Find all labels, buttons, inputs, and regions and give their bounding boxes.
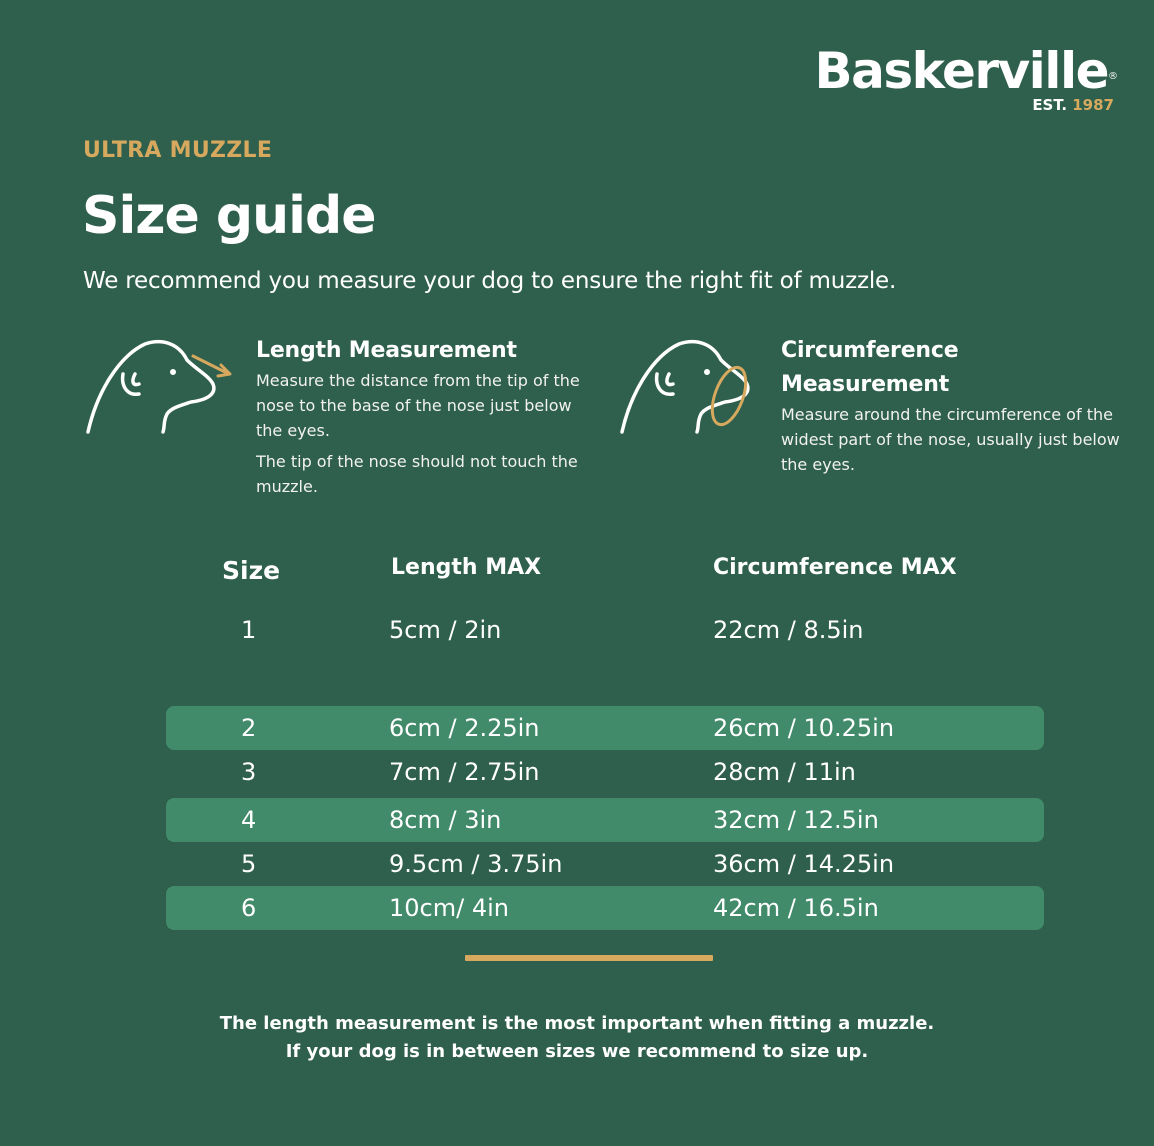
brand-wordmark: Baskerville®	[814, 42, 1118, 100]
cell-size: 6	[241, 894, 257, 922]
cell-circumference: 28cm / 11in	[713, 758, 856, 786]
cell-length: 8cm / 3in	[389, 806, 502, 834]
dog-head-length-arrow-icon	[83, 334, 243, 444]
cell-circumference: 42cm / 16.5in	[713, 894, 879, 922]
registered-mark: ®	[1108, 71, 1118, 82]
table-row	[166, 706, 1044, 750]
length-measurement-body: Measure the distance from the tip of the nose to the base of the nose just below the eyes.	[256, 371, 580, 440]
cell-length: 9.5cm / 3.75in	[389, 850, 563, 878]
size-table-body	[166, 608, 1044, 948]
length-measurement-note: The tip of the nose should not touch the muzzle.	[256, 452, 578, 496]
cell-length: 10cm/ 4in	[389, 894, 509, 922]
brand-logo	[814, 44, 1118, 114]
cell-length: 6cm / 2.25in	[389, 714, 540, 742]
cell-circumference: 26cm / 10.25in	[713, 714, 895, 742]
intro-text: We recommend you measure your dog to ensure the right fit of muzzle.	[83, 268, 897, 294]
circumference-measurement-text	[781, 334, 1121, 477]
footer-note	[0, 1010, 1154, 1066]
cell-size: 4	[241, 806, 257, 834]
table-row	[166, 798, 1044, 842]
size-table	[166, 548, 1044, 948]
cell-circumference: 36cm / 14.25in	[713, 850, 895, 878]
cell-size: 1	[241, 616, 257, 644]
header-size: Size	[222, 556, 281, 585]
size-table-header	[166, 548, 1044, 608]
cell-circumference: 22cm / 8.5in	[713, 616, 864, 644]
table-row	[166, 842, 1044, 886]
header-circumference-max: Circumference MAX	[713, 555, 957, 580]
dog-head-circumference-loop-icon	[617, 334, 777, 444]
length-measurement-text	[256, 334, 596, 499]
product-eyebrow: ULTRA MUZZLE	[83, 138, 273, 163]
header-length-max: Length MAX	[391, 555, 542, 580]
cell-size: 2	[241, 714, 257, 742]
table-row	[166, 886, 1044, 930]
circumference-measurement-body: Measure around the circumference of the widest part of the nose, usually just below the eyes.	[781, 405, 1120, 474]
cell-circumference: 32cm / 12.5in	[713, 806, 879, 834]
cell-length: 7cm / 2.75in	[389, 758, 540, 786]
cell-size: 5	[241, 850, 257, 878]
table-row	[166, 608, 1044, 652]
footer-line-1: The length measurement is the most important when fitting a muzzle.	[219, 1013, 935, 1034]
cell-length: 5cm / 2in	[389, 616, 502, 644]
page-title: Size guide	[82, 186, 376, 246]
footer-line-2: If your dog is in between sizes we recommend to size up.	[285, 1041, 869, 1062]
table-row	[166, 750, 1044, 794]
brand-established: EST. 1987	[1032, 96, 1114, 114]
circumference-measurement-title: Circumference Measurement	[781, 338, 959, 397]
length-measurement-title: Length Measurement	[256, 338, 517, 363]
gold-divider	[465, 955, 713, 961]
cell-size: 3	[241, 758, 257, 786]
